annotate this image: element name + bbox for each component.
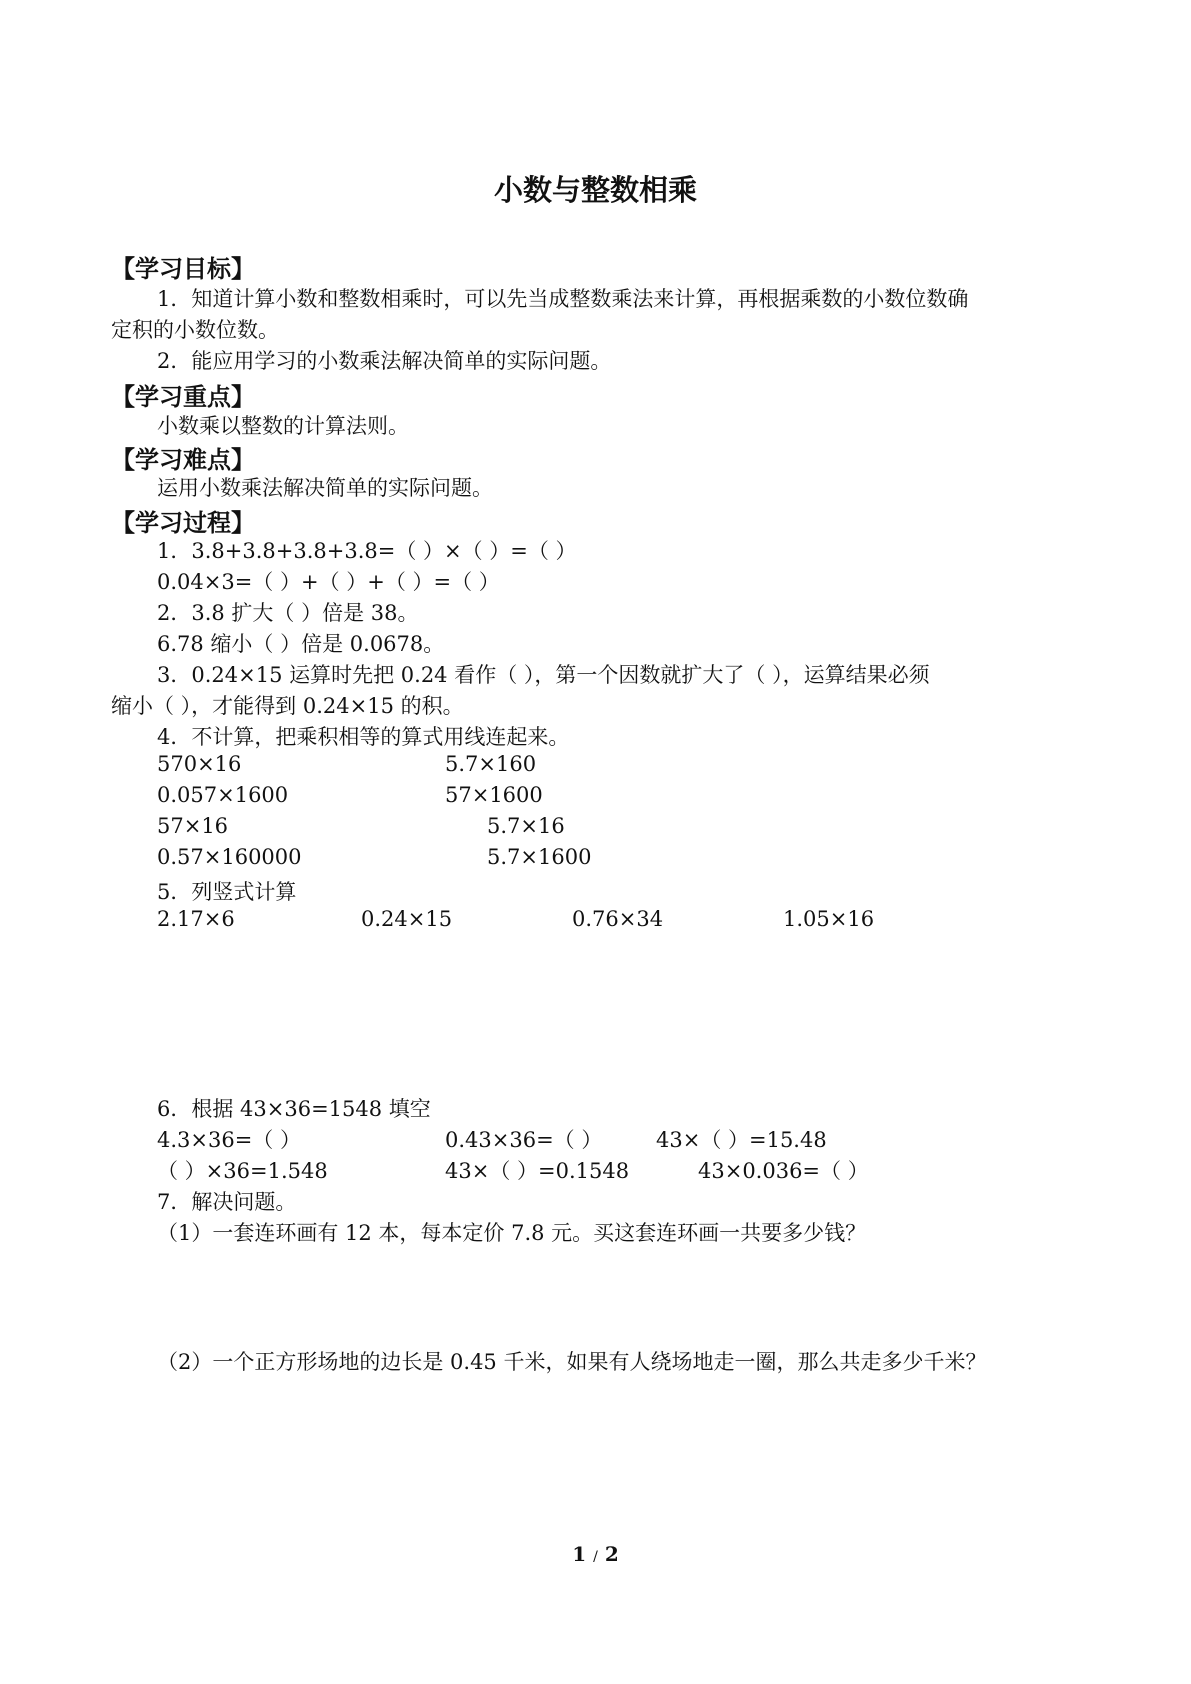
page-total: 2: [604, 1542, 619, 1566]
question-2-line-b: 6.78 缩小（ ）倍是 0.0678。: [157, 632, 445, 656]
page-separator: /: [593, 1549, 598, 1565]
q6-blank-expression: 4.3×36=（ ）: [157, 1128, 301, 1152]
heading-learning-goals: 【学习目标】: [111, 255, 255, 283]
heading-key-points: 【学习重点】: [111, 383, 255, 411]
q6-blank-expression: 43×0.036=（ ）: [698, 1159, 869, 1183]
question-6-title: 6．根据 43×36=1548 填空: [157, 1097, 431, 1121]
question-3-line-2: 缩小（ ），才能得到 0.24×15 的积。: [111, 694, 464, 718]
question-7-part-2: （2）一个正方形场地的边长是 0.45 千米，如果有人绕场地走一圈，那么共走多少千米？: [157, 1350, 987, 1374]
q4-left-expression: 570×16: [157, 752, 242, 776]
question-7-part-1: （1）一套连环画有 12 本，每本定价 7.8 元。买这套连环画一共要多少钱？: [157, 1221, 867, 1245]
q4-right-expression: 57×1600: [445, 783, 543, 807]
difficulty-text: 运用小数乘法解决简单的实际问题。: [157, 476, 493, 500]
page-title: 小数与整数相乘: [493, 173, 697, 207]
goal-item-1-line-2: 定积的小数位数。: [111, 318, 279, 342]
question-3-line-1: 3．0.24×15 运算时先把 0.24 看作（ ），第一个因数就扩大了（ ），运算结果必须: [157, 663, 930, 687]
heading-difficulties: 【学习难点】: [111, 446, 255, 474]
question-1-line-b: 0.04×3=（ ）+（ ）+（ ）=（ ）: [157, 570, 500, 594]
q4-right-expression: 5.7×160: [445, 752, 537, 776]
q4-left-expression: 0.057×1600: [157, 783, 289, 807]
page-current: 1: [572, 1542, 587, 1566]
q6-blank-expression: 43×（ ）=0.1548: [445, 1159, 630, 1183]
q4-left-expression: 0.57×160000: [157, 845, 302, 869]
q4-right-expression: 5.7×1600: [487, 845, 592, 869]
heading-learning-process: 【学习过程】: [111, 509, 255, 537]
q6-blank-expression: （ ）×36=1.548: [157, 1159, 328, 1183]
goal-item-1-line-1: 1．知道计算小数和整数相乘时，可以先当成整数乘法来计算，再根据乘数的小数位数确: [157, 287, 969, 311]
question-1-line-a: 1．3.8+3.8+3.8+3.8=（ ）×（ ）=（ ）: [157, 539, 577, 563]
q5-expression: 2.17×6: [157, 907, 235, 931]
q6-blank-expression: 0.43×36=（ ）: [445, 1128, 603, 1152]
question-2-line-a: 2．3.8 扩大（ ）倍是 38。: [157, 601, 419, 625]
question-4-title: 4．不计算，把乘积相等的算式用线连起来。: [157, 725, 570, 749]
q4-right-expression: 5.7×16: [487, 814, 565, 838]
question-7-title: 7．解决问题。: [157, 1190, 297, 1214]
goal-item-2: 2．能应用学习的小数乘法解决简单的实际问题。: [157, 349, 612, 373]
q6-blank-expression: 43×（ ）=15.48: [656, 1128, 827, 1152]
question-5-title: 5．列竖式计算: [157, 880, 297, 904]
q5-expression: 1.05×16: [783, 907, 875, 931]
q5-expression: 0.76×34: [572, 907, 664, 931]
q5-expression: 0.24×15: [361, 907, 453, 931]
key-point-text: 小数乘以整数的计算法则。: [157, 414, 409, 438]
q4-left-expression: 57×16: [157, 814, 229, 838]
page-number: [0, 1542, 1191, 1566]
